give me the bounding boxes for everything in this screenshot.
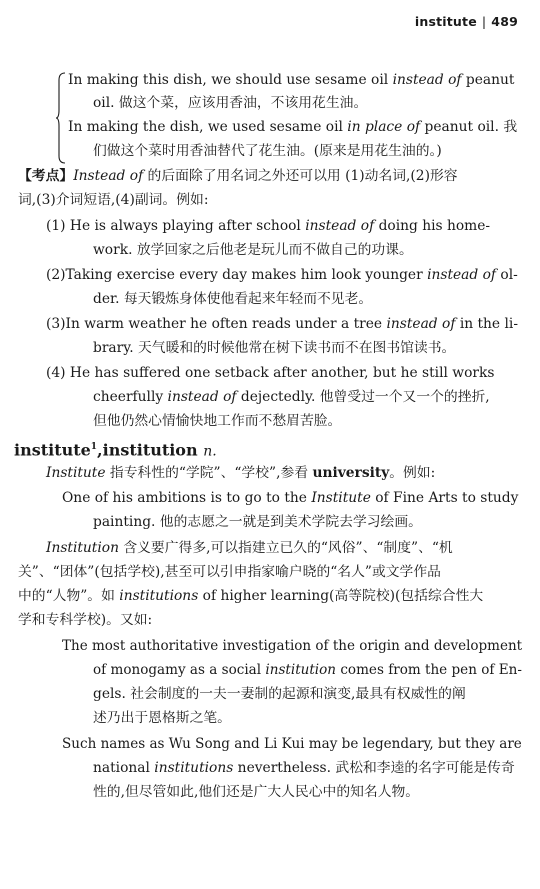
example-1-line-2: work. 放学回家之后他老是玩儿而不做自己的功课。 — [93, 242, 413, 258]
compare-sentence-1: In making this dish, we should use sesame oil instead of peanut — [68, 72, 515, 88]
definition-institution-line-4: 学和专科学校)。又如: — [18, 612, 153, 628]
example-4-line-2: cheerfully instead of dejectedly. 他曾受过一个又一个的挫折, — [93, 389, 490, 405]
header-separator: | — [481, 14, 487, 29]
example-5: One of his ambitions is to go to the Institute of Fine Arts to study — [62, 490, 519, 506]
left-brace-icon — [56, 72, 66, 164]
example-6-line-4: 述乃出于恩格斯之笔。 — [93, 710, 231, 726]
example-3: (3)In warm weather he often reads under a tree instead of in the li- — [46, 316, 518, 332]
example-1: (1) He is always playing after school instead of doing his home- — [46, 218, 491, 234]
example-7-line-2: national institutions nevertheless. 武松和李逵的名字可能是传奇 — [93, 760, 515, 776]
usage-note-line-2: 词,(3)介词短语,(4)副词。例如: — [18, 192, 209, 208]
compare-sentence-2-translation: 们做这个菜时用香油替代了花生油。(原来是用花生油的。) — [93, 143, 442, 159]
example-3-line-2: brary. 天气暖和的时候他常在树下读书而不在图书馆读书。 — [93, 340, 456, 356]
example-2: (2)Taking exercise every day makes him look younger instead of ol- — [46, 267, 518, 283]
example-7-line-3: 性的,但尽管如此,他们还是广大人民心中的知名人物。 — [93, 784, 420, 800]
example-6: The most authoritative investigation of the origin and development — [62, 638, 523, 654]
example-6-line-3: gels. 社会制度的一夫一妻制的起源和演变,最具有权威性的阐 — [93, 686, 466, 702]
entry-headword: institute$^1$,institution n. — [14, 440, 217, 460]
header-word: institute — [414, 14, 477, 29]
definition-institution-line-2: 关”、“团体”(包括学校),甚至可以引申指家喻户晓的“名人”或文学作品 — [18, 564, 441, 580]
usage-note: 【考点】Instead of 的后面除了用名词之外还可以用 (1)动名词,(2)形容 — [18, 168, 458, 184]
page-number: 489 — [491, 14, 518, 29]
definition-institution-line-3: 中的“人物”。如 institutions of higher learning(高等院校)(包括综合性大 — [18, 588, 484, 604]
example-6-line-2: of monogamy as a social institution comes from the pen of En- — [93, 662, 522, 678]
example-7: Such names as Wu Song and Li Kui may be legendary, but they are — [62, 736, 522, 752]
example-4-line-3: 但他仍然心情愉快地工作而不愁眉苦脸。 — [93, 413, 342, 429]
example-4: (4) He has suffered one setback after another, but he still works — [46, 365, 495, 381]
example-2-line-2: der. 每天锻炼身体使他看起来年轻而不见老。 — [93, 291, 373, 307]
definition-institute: Institute 指专科性的“学院”、“学校”,参看 university。例如: — [46, 465, 436, 481]
compare-sentence-1-translation: oil. 做这个菜，应该用香油，不该用花生油。 — [93, 95, 368, 111]
example-5-line-2: painting. 他的志愿之一就是到美术学院去学习绘画。 — [93, 514, 422, 530]
definition-institution: Institution 含义要广得多,可以指建立已久的“风俗”、“制度”、“机 — [46, 540, 453, 556]
running-header — [415, 14, 518, 29]
compare-sentence-2: In making the dish, we used sesame oil in place of peanut oil. 我 — [68, 119, 518, 135]
